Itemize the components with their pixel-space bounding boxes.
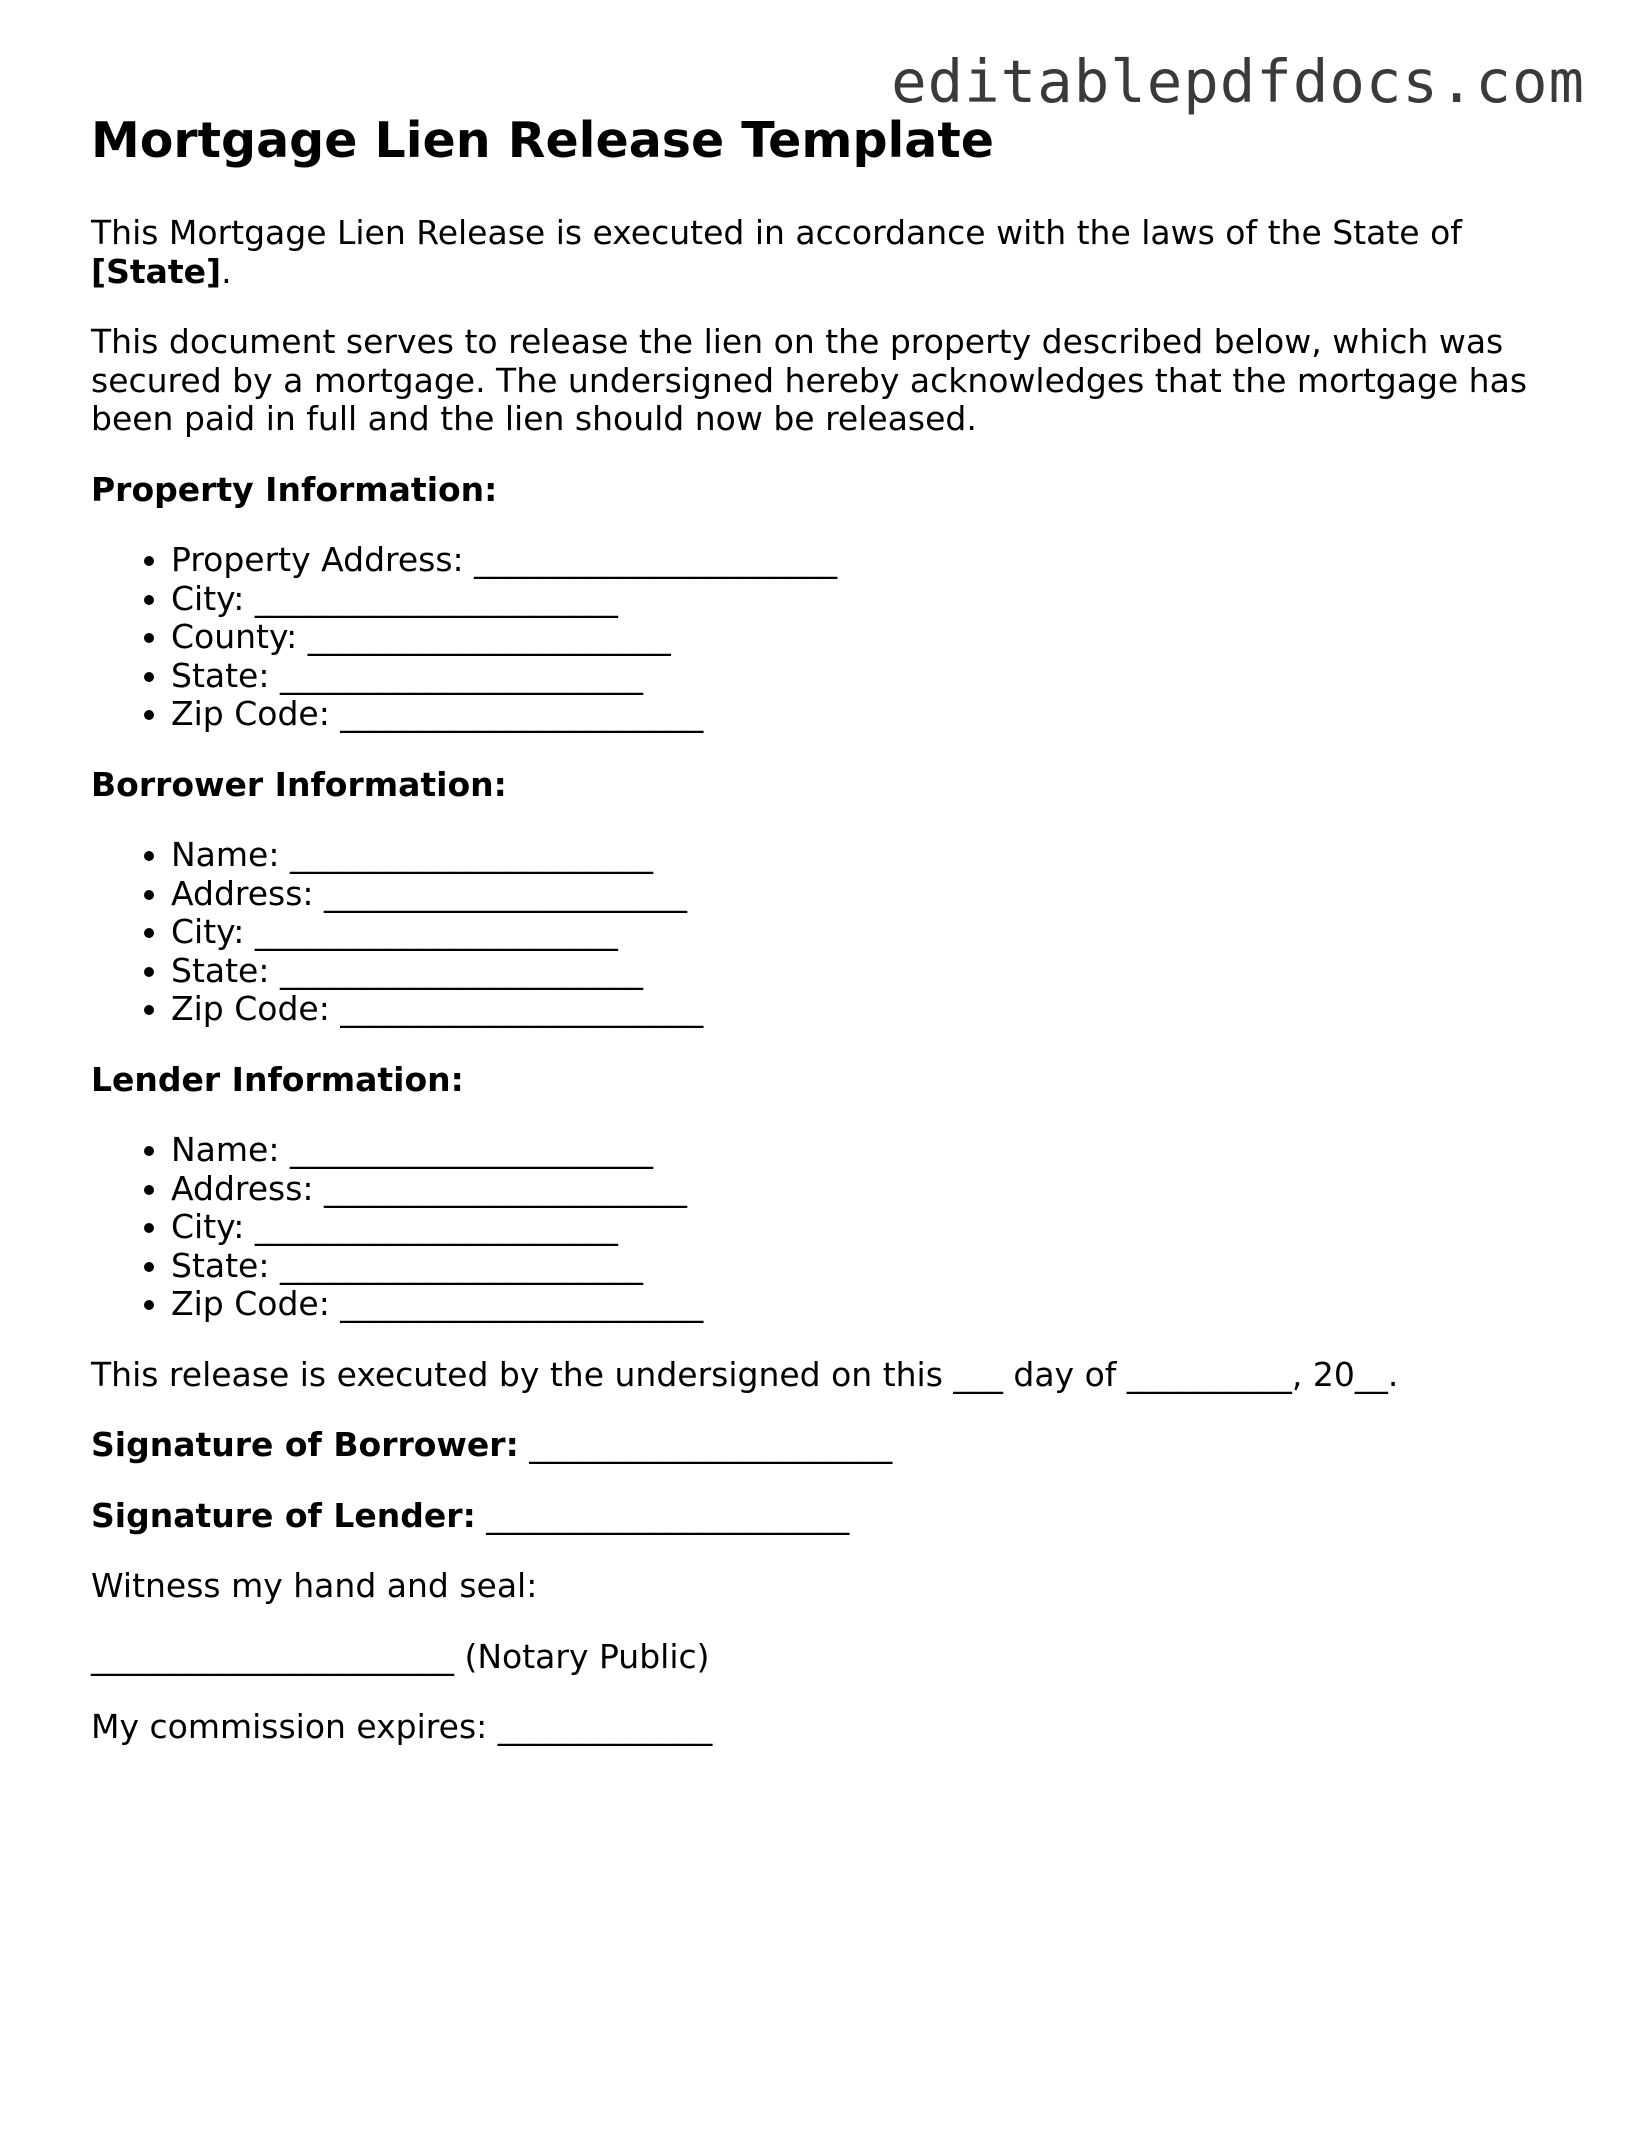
intro-paragraph [91, 214, 1561, 291]
document-page [91, 112, 1561, 1779]
lender-zip-field[interactable]: • Zip Code: ______________________ [171, 1285, 1561, 1324]
lender-address-field[interactable]: • Address: ______________________ [171, 1170, 1561, 1209]
borrower-signature-blank[interactable]: ______________________ [529, 1425, 893, 1464]
lender-heading: Lender Information: [91, 1059, 464, 1099]
property-county-field[interactable]: • County: ______________________ [171, 618, 1561, 657]
borrower-state-field[interactable]: • State: ______________________ [171, 952, 1561, 991]
lender-signature-blank[interactable]: ______________________ [486, 1495, 850, 1535]
state-placeholder: [State] [91, 251, 222, 291]
borrower-list [91, 836, 1561, 1029]
notary-signature-line[interactable]: ______________________ (Notary Public) [91, 1636, 710, 1676]
lender-signature-label: Signature of Lender: [91, 1495, 476, 1535]
lender-city-field[interactable]: • City: ______________________ [171, 1208, 1561, 1247]
borrower-address-field[interactable]: • Address: ______________________ [171, 875, 1561, 914]
borrower-signature-line[interactable] [91, 1426, 1561, 1465]
lender-signature-line[interactable] [91, 1497, 1561, 1536]
lender-list [91, 1131, 1561, 1324]
borrower-zip-field[interactable]: • Zip Code: ______________________ [171, 990, 1561, 1029]
commission-expiry-line[interactable]: My commission expires: _____________ [91, 1707, 713, 1746]
borrower-name-field[interactable]: • Name: ______________________ [171, 836, 1561, 875]
intro-period: . [221, 251, 232, 291]
watermark: editablepdfdocs.com [891, 47, 1585, 116]
lender-name-field[interactable]: • Name: ______________________ [171, 1131, 1561, 1170]
lender-state-field[interactable]: • State: ______________________ [171, 1247, 1561, 1286]
purpose-paragraph: This document serves to release the lien on the property described below, which was secured by a mortgage. The undersigned hereby acknowledges that the mortgage has been paid in full and the lien should now be released. [91, 322, 1528, 438]
property-address-field[interactable]: • Property Address: ______________________ [171, 541, 1561, 580]
property-heading: Property Information: [91, 469, 498, 509]
borrower-heading: Borrower Information: [91, 764, 507, 804]
property-city-field[interactable]: • City: ______________________ [171, 580, 1561, 619]
borrower-signature-label: Signature of Borrower: [91, 1425, 519, 1464]
borrower-city-field[interactable]: • City: ______________________ [171, 913, 1561, 952]
witness-text: Witness my hand and seal: [91, 1566, 538, 1605]
document-title: Mortgage Lien Release Template [91, 112, 995, 169]
intro-text: This Mortgage Lien Release is executed in accordance with the laws of the State of [91, 213, 1462, 252]
property-state-field[interactable]: • State: ______________________ [171, 657, 1561, 696]
property-list [91, 541, 1561, 734]
execution-statement[interactable]: This release is executed by the undersigned on this ___ day of __________, 20__. [91, 1354, 1399, 1394]
property-zip-field[interactable]: • Zip Code: ______________________ [171, 695, 1561, 734]
